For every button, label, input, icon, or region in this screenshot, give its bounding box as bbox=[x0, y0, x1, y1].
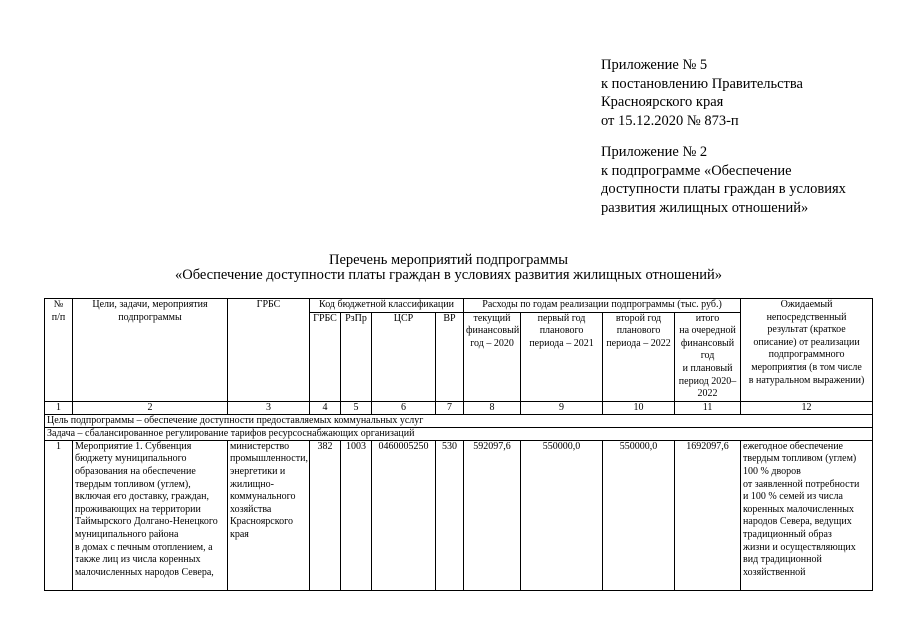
header-expected-result: Ожидаемый непосредственный результат (краткое описание) от реализации подпрограммного мероприятия (в том числе в натуральном выражении) bbox=[741, 299, 873, 402]
col-number: 5 bbox=[341, 401, 372, 414]
header-expenses: Расходы по годам реализации подпрограммы (тыс. руб.) bbox=[464, 299, 741, 313]
appendix-line: к постановлению Правительства bbox=[601, 75, 803, 92]
col-number: 2 bbox=[73, 401, 228, 414]
task-row bbox=[45, 427, 873, 440]
header-goals: Цели, задачи, мероприятия подпрограммы bbox=[73, 299, 228, 402]
activities-table bbox=[44, 298, 873, 591]
appendix-line: развития жилищных отношений» bbox=[601, 199, 809, 216]
row-grbs: министерство промышленности, энергетики и жилищно- коммунального хозяйства Красноярского края bbox=[228, 440, 310, 590]
header-row bbox=[45, 299, 873, 313]
col-number: 6 bbox=[372, 401, 436, 414]
appendix-line: доступности платы граждан в условиях bbox=[601, 181, 846, 197]
row-year-2020: 592097,6 bbox=[464, 440, 521, 590]
row-expected-result: ежегодное обеспечение твердым топливом (углем) 100 % дворов от заявленной потребности и 100 % семей из числа коренных малочисленных народов Севера, ведущих традиционный образ жизни и осуществляющих вид традиционной хозяйственной bbox=[741, 440, 873, 590]
header-csr: ЦСР bbox=[372, 312, 436, 401]
header-year-2020: текущий финансовый год – 2020 bbox=[464, 312, 521, 401]
col-number: 4 bbox=[310, 401, 341, 414]
goal-row bbox=[45, 414, 873, 427]
header-year-2022: второй год планового периода – 2022 bbox=[603, 312, 675, 401]
row-rzpr: 1003 bbox=[341, 440, 372, 590]
goal-text: Цель подпрограммы – обеспечение доступности предоставляемых коммунальных услуг bbox=[45, 414, 873, 427]
header-rzpr: РзПр bbox=[341, 312, 372, 401]
col-number: 9 bbox=[521, 401, 603, 414]
col-number: 10 bbox=[603, 401, 675, 414]
appendix-line: Приложение № 5 bbox=[601, 57, 708, 73]
col-number: 3 bbox=[228, 401, 310, 414]
header-vr: ВР bbox=[436, 312, 464, 401]
row-year-2022: 550000,0 bbox=[603, 440, 675, 590]
col-number: 1 bbox=[45, 401, 73, 414]
header-budget-classification: Код бюджетной классификации bbox=[310, 299, 464, 313]
col-number: 11 bbox=[675, 401, 741, 414]
appendix-line: Приложение № 2 bbox=[601, 144, 708, 160]
row-total: 1692097,6 bbox=[675, 440, 741, 590]
row-grbs-code: 382 bbox=[310, 440, 341, 590]
task-text: Задача – сбалансированное регулирование тарифов ресурсоснабжающих организаций bbox=[45, 427, 873, 440]
row-year-2021: 550000,0 bbox=[521, 440, 603, 590]
table-row bbox=[45, 440, 873, 590]
header-total: итого на очередной финансовый год и плановый период 2020– 2022 bbox=[675, 312, 741, 401]
header-num: № п/п bbox=[45, 299, 73, 402]
appendix-line: от 15.12.2020 № 873-п bbox=[601, 112, 739, 129]
column-numbers-row bbox=[45, 401, 873, 414]
header-grbs-code: ГРБС bbox=[310, 312, 341, 401]
appendix-line: к подпрограмме «Обеспечение bbox=[601, 162, 792, 179]
row-csr: 0460005250 bbox=[372, 440, 436, 590]
col-number: 12 bbox=[741, 401, 873, 414]
row-num: 1 bbox=[45, 440, 73, 590]
header-grbs: ГРБС bbox=[228, 299, 310, 402]
header-year-2021: первый год планового периода – 2021 bbox=[521, 312, 603, 401]
document-subtitle: «Обеспечение доступности платы граждан в условиях развития жилищных отношений» bbox=[174, 267, 723, 283]
row-activity: Мероприятие 1. Субвенция бюджету муниципального образования на обеспечение твердым топливом (углем), включая его доставку, граждан, проживающих на территории Таймырского Долгано-Ненецкого муниципального района в домах с печным отоплением, а также лиц из числа коренных малочисленных народов Севера, bbox=[73, 440, 228, 590]
document-title: Перечень мероприятий подпрограммы bbox=[329, 252, 568, 268]
appendix-5-block bbox=[601, 56, 803, 130]
appendix-line: Красноярского края bbox=[601, 94, 724, 110]
col-number: 8 bbox=[464, 401, 521, 414]
col-number: 7 bbox=[436, 401, 464, 414]
appendix-2-block bbox=[601, 143, 846, 217]
row-vr: 530 bbox=[436, 440, 464, 590]
